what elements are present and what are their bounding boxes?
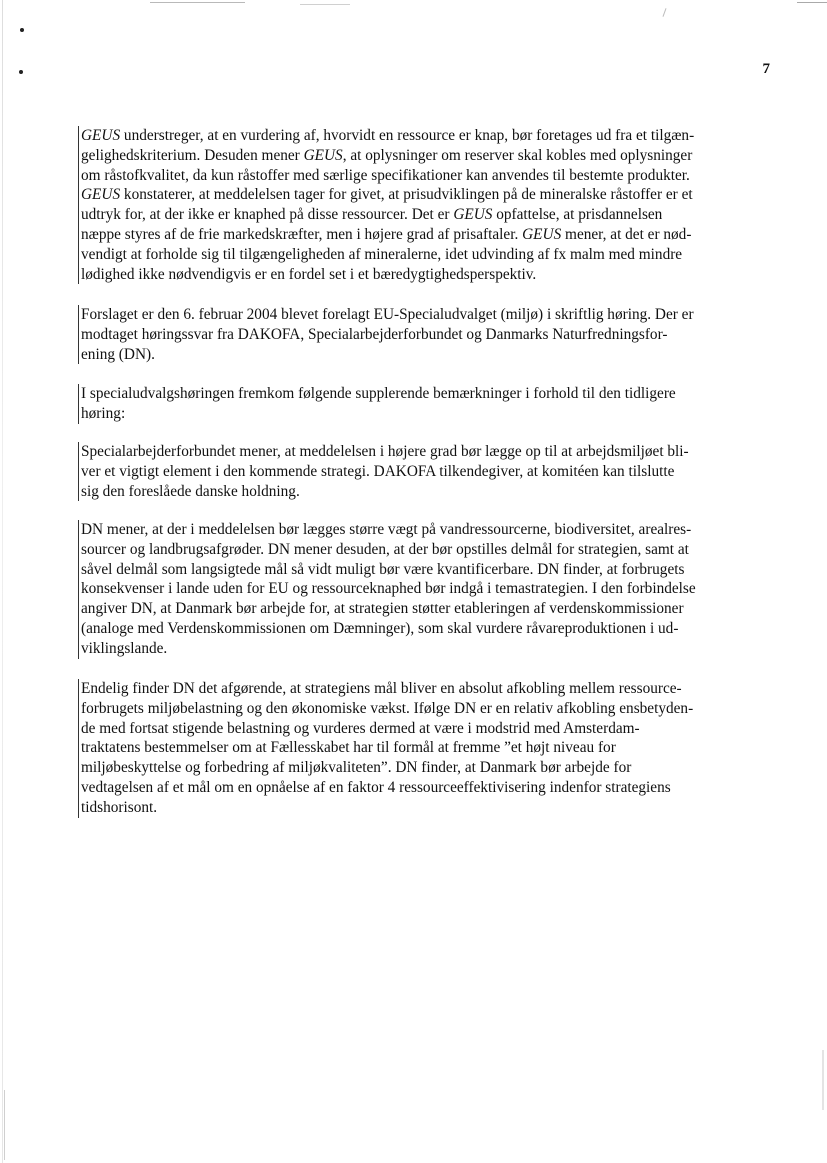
scan-speck — [4, 1090, 5, 1160]
text-line — [81, 205, 761, 225]
italic-term: GEUS — [453, 206, 493, 224]
text-line — [81, 245, 761, 265]
text-run: (analoge med Verdenskommissionen om Dæmninger), som skal vurdere råvareproduktionen i ud- — [81, 619, 679, 637]
scan-left-edge — [2, 0, 3, 1163]
text-line — [81, 798, 761, 818]
text-run: , at oplysninger om reserver skal kobles med oplysninger — [342, 146, 693, 164]
text-line — [81, 758, 761, 778]
text-line — [81, 599, 761, 619]
text-line — [81, 520, 761, 540]
text-run: modtaget høringssvar fra DAKOFA, Specialarbejderforbundet og Danmarks Naturfredningsfor- — [81, 325, 668, 343]
text-line — [81, 146, 761, 166]
text-line — [81, 560, 761, 580]
text-line — [81, 442, 761, 462]
paragraph-hearing — [78, 305, 761, 364]
text-run: vendigt at forholde sig til tilgængeligheden af mineralerne, idet udvinding af fx malm med mindre — [81, 245, 683, 263]
scan-artifact-line — [300, 4, 350, 5]
italic-term: GEUS — [81, 186, 121, 204]
text-run: traktatens bestemmelser om at Fællesskabet har til formål at fremme ”et højt niveau for — [81, 739, 616, 757]
text-run: sourcer og landbrugsafgrøder. DN mener desuden, at der bør opstilles delmål for strategien, samt at — [81, 540, 689, 558]
text-line — [81, 345, 761, 365]
page-number: 7 — [762, 61, 770, 77]
text-line — [81, 719, 761, 739]
text-line — [81, 404, 761, 424]
text-line — [81, 679, 761, 699]
scan-speck — [822, 1050, 824, 1110]
text-run: konstaterer, at meddelelsen tager for givet, at prisudviklingen på de mineralske råstoffer er et — [120, 186, 693, 204]
italic-term: GEUS — [522, 225, 562, 243]
scan-artifact-line — [150, 2, 245, 3]
italic-term: GEUS — [303, 146, 343, 164]
scan-artifact-line — [797, 2, 827, 3]
paragraph-geus — [78, 126, 761, 284]
paragraph-specialarbejderforbundet — [78, 442, 761, 501]
text-run: I specialudvalgshøringen fremkom følgende supplerende bemærkninger i forhold til den tidligere — [81, 385, 676, 402]
text-run: konsekvenser i lande uden for EU og ressourceknaphed bør indgå i temastrategien. I den forbindelse — [81, 580, 696, 598]
text-run: miljøbeskyttelse og forbedring af miljøkvaliteten”. DN finder, at Danmark bør arbejde for — [81, 759, 632, 777]
text-line — [81, 579, 761, 599]
text-run: næppe styres af de frie markedskræfter, men i højere grad af prisaftaler. — [81, 225, 523, 243]
text-line — [81, 738, 761, 758]
text-run: ver et vigtigt element i den kommende strategi. DAKOFA tilkendegiver, at komitéen kan tilslutte — [81, 462, 675, 480]
text-run: opfattelse, at prisdannelsen — [492, 206, 663, 224]
text-run: udtryk for, at der ikke er knaphed på disse ressourcer. Det er — [81, 206, 454, 224]
paragraph-committee-hearing — [78, 384, 761, 424]
text-run: om råstofkvalitet, da kun råstoffer med særlige specifikationer kan anvendes til bestemte produkter. — [81, 166, 690, 184]
text-run: gelighedskriterium. Desuden mener — [81, 146, 304, 164]
text-run: tidshorisont. — [81, 798, 158, 816]
text-line — [81, 619, 761, 639]
text-run: de med fortsat stigende belastning og vurderes dermed at være i modstrid med Amsterdam- — [81, 719, 640, 737]
text-run: understreger, at en vurdering af, hvorvidt en ressource er knap, bør foretages ud fra et tilgæn- — [120, 127, 695, 144]
text-line — [81, 639, 761, 659]
text-run: forbrugets miljøbelastning og den økonomiske vækst. Ifølge DN er en relativ afkobling ensbetyden- — [81, 699, 694, 717]
text-line — [81, 305, 761, 325]
text-run: Endelig finder DN det afgørende, at strategiens mål bliver en absolut afkobling mellem ressource- — [81, 680, 682, 697]
text-line — [81, 225, 761, 245]
text-line — [81, 185, 761, 205]
text-line — [81, 699, 761, 719]
paragraph-dn-decoupling — [78, 679, 761, 818]
text-run: mener, at det er nød- — [561, 225, 692, 243]
text-line — [81, 325, 761, 345]
text-line — [81, 540, 761, 560]
text-line — [81, 126, 761, 146]
text-run: DN mener, at der i meddelelsen bør lægges større vægt på vandressourcerne, biodiversitet, arealres- — [81, 521, 692, 538]
punch-hole-mark — [19, 70, 23, 74]
text-line — [81, 166, 761, 186]
text-line — [81, 384, 761, 404]
text-run: vedtagelsen af et mål om en opnåelse af en faktor 4 ressourceeffektivisering indenfor strategiens — [81, 778, 671, 796]
italic-term: GEUS — [81, 127, 121, 144]
text-run: sig den foreslåede danske holdning. — [81, 482, 300, 500]
text-run: viklingslande. — [81, 639, 168, 657]
scan-speck — [662, 8, 666, 17]
text-run: såvel delmål som langsigtede mål så vidt muligt bør være kvantificerbare. DN finder, at forbrugets — [81, 560, 685, 578]
text-line — [81, 462, 761, 482]
text-run: høring: — [81, 404, 126, 422]
punch-hole-mark — [20, 28, 24, 32]
text-run: lødighed ikke nødvendigvis er en fordel set i et bæredygtighedsperspektiv. — [81, 265, 537, 283]
text-run: Forslaget er den 6. februar 2004 blevet forelagt EU-Specialudvalget (miljø) i skriftlig høring. Der er — [81, 306, 694, 323]
paragraph-dn-opinion — [78, 520, 761, 659]
text-run: angiver DN, at Danmark bør arbejde for, at strategien støtter etableringen af verdenskommissioner — [81, 600, 684, 618]
text-line — [81, 778, 761, 798]
text-line — [81, 482, 761, 502]
text-line — [81, 265, 761, 285]
text-run: Specialarbejderforbundet mener, at meddelelsen i højere grad bør lægge op til at arbejdsmiljøet bli- — [81, 443, 689, 460]
text-run: ening (DN). — [81, 345, 155, 363]
